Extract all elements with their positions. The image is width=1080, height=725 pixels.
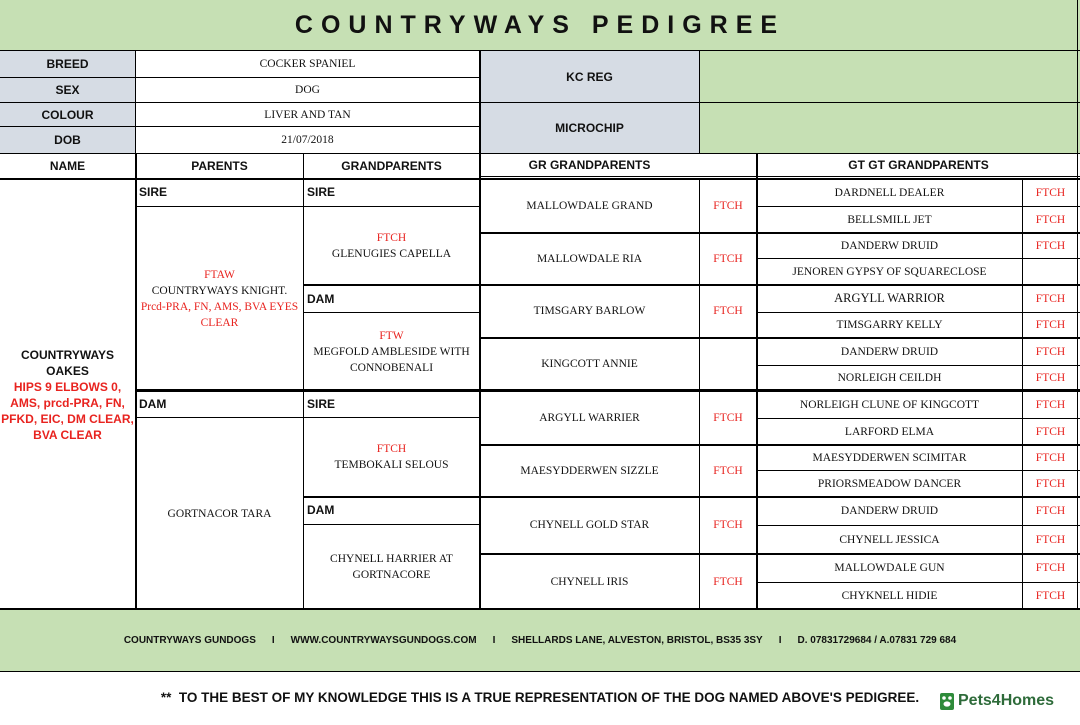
grid-line xyxy=(0,178,480,180)
gr-grandparent-name: CHYNELL IRIS xyxy=(550,575,629,588)
parent-dam-label: DAM xyxy=(139,397,167,411)
gt-gt-grandparent-name: NORLEIGH CEILDH xyxy=(837,372,942,384)
gt-gt-grandparent-name: CHYKNELL HIDIE xyxy=(841,590,938,602)
gt-gt-grandparent-name: DANDERW DRUID xyxy=(840,239,939,252)
grid-line xyxy=(304,312,480,313)
grid-line xyxy=(699,179,700,609)
gt-gt-grandparent-title: FTCH xyxy=(1035,292,1066,305)
grid-line xyxy=(0,77,480,78)
grandparent-name: GLENUGIES CAPELLA xyxy=(331,248,452,260)
header-grandparents: GRANDPARENTS xyxy=(341,159,442,173)
dog-name-line2: OAKES xyxy=(46,363,89,378)
grid-line xyxy=(757,418,1080,419)
gr-grandparent-title xyxy=(700,338,756,390)
grid-line xyxy=(0,671,1080,672)
gr-grandparent-name: KINGCOTT ANNIE xyxy=(541,358,638,370)
gt-gt-grandparent-name: LARFORD ELMA xyxy=(844,425,935,438)
grid-line xyxy=(0,102,1080,103)
grid-line xyxy=(757,312,1080,313)
gt-gt-grandparent-name: BELLSMILL JET xyxy=(847,213,932,226)
gt-gt-grandparent-name: MAESYDDERWEN SCIMITAR xyxy=(812,451,967,464)
grid-line xyxy=(757,470,1080,471)
gt-gt-grandparent-title: FTCH xyxy=(1035,319,1066,331)
gr-grandparent-title: FTCH xyxy=(713,411,743,424)
footer-separator: I xyxy=(492,635,496,646)
grid-line xyxy=(304,524,480,525)
gr-grandparent-title: FTCH xyxy=(713,305,743,317)
footer-kennel: COUNTRYWAYS GUNDOGS xyxy=(123,635,256,646)
sex-value: DOG xyxy=(295,84,320,96)
grid-line xyxy=(480,337,1080,339)
grid-line xyxy=(136,417,480,418)
microchip-value xyxy=(700,103,1080,153)
header-parents: PARENTS xyxy=(191,159,248,173)
dob-value: 21/07/2018 xyxy=(281,134,334,146)
gr-grandparent-title: FTCH xyxy=(713,200,743,212)
gt-gt-grandparent-name: ARGYLL WARRIOR xyxy=(834,291,945,305)
gr-grandparent-name: TIMSGARY BARLOW xyxy=(533,305,646,317)
header-name: NAME xyxy=(49,159,86,173)
gt-gt-grandparent-title: FTCH xyxy=(1035,372,1066,384)
gt-gt-grandparent-title: FTCH xyxy=(1035,187,1066,199)
grid-line xyxy=(479,51,481,609)
watermark-logo xyxy=(938,688,1054,714)
gp-dam-label-1: DAM xyxy=(307,292,335,306)
footer-address: SHELLARDS LANE, ALVESTON, BRISTOL, BS35 3SY xyxy=(511,635,763,646)
grid-line xyxy=(1022,179,1023,609)
grandparent-title: FTCH xyxy=(376,443,407,455)
parent-sire-title: FTAW xyxy=(204,268,235,281)
grandparent-name: MEGFOLD AMBLESIDE WITH CONNOBENALI xyxy=(313,345,470,374)
grandparent-4 xyxy=(304,525,479,609)
grandparent-2 xyxy=(304,313,479,390)
gt-gt-grandparent-title: FTCH xyxy=(1035,398,1066,411)
parent-sire xyxy=(136,207,303,390)
gt-gt-grandparent-title xyxy=(1023,259,1078,284)
gt-gt-grandparent-title: FTCH xyxy=(1035,590,1066,602)
gp-sire-label-1: SIRE xyxy=(307,185,336,199)
gp-sire-label-2: SIRE xyxy=(307,397,336,411)
breed-label: BREED xyxy=(46,57,89,71)
footer-separator: I xyxy=(778,635,782,646)
gt-gt-grandparent-name: CHYNELL JESSICA xyxy=(839,533,940,546)
gt-gt-grandparent-name: PRIORSMEADOW DANCER xyxy=(817,477,962,490)
gt-gt-grandparent-name: DANDERW DRUID xyxy=(840,505,939,517)
footer-info xyxy=(0,610,1080,671)
grid-line xyxy=(757,525,1080,526)
gt-gt-grandparent-title: FTCH xyxy=(1035,477,1066,490)
grid-line xyxy=(756,154,758,609)
grid-line xyxy=(757,582,1080,583)
colour-label: COLOUR xyxy=(41,108,94,122)
sex-label: SEX xyxy=(55,83,80,97)
grid-line xyxy=(757,258,1080,259)
footer-website[interactable]: WWW.COUNTRYWAYSGUNDOGS.COM xyxy=(290,635,477,646)
gt-gt-grandparent-title: FTCH xyxy=(1035,505,1066,517)
header-gr-grandparents: GR GRANDPARENTS xyxy=(528,158,651,172)
paw-icon xyxy=(938,690,956,712)
gt-gt-grandparent-title: FTCH xyxy=(1035,451,1066,464)
gr-grandparent-title: FTCH xyxy=(713,252,743,265)
grid-line xyxy=(480,444,1080,446)
kc-reg-value xyxy=(700,51,1080,102)
grandparent-name: TEMBOKALI SELOUS xyxy=(334,459,449,471)
gr-grandparent-title: FTCH xyxy=(713,519,743,531)
colour-value: LIVER AND TAN xyxy=(264,109,351,121)
gt-gt-grandparent-title: FTCH xyxy=(1035,345,1066,358)
gr-grandparent-name: MALLOWDALE RIA xyxy=(536,252,643,265)
grid-line xyxy=(304,496,1080,498)
dob-label: DOB xyxy=(54,133,81,147)
breed-value: COCKER SPANIEL xyxy=(259,58,356,70)
gt-gt-grandparent-title: FTCH xyxy=(1035,425,1066,438)
gt-gt-grandparent-name: DARDNELL DEALER xyxy=(834,187,945,199)
grid-line xyxy=(480,553,1080,555)
grandparent-1 xyxy=(304,207,479,285)
grid-line xyxy=(480,176,1080,177)
parent-sire-label: SIRE xyxy=(139,185,168,199)
gr-grandparent-name: MALLOWDALE GRAND xyxy=(526,200,653,212)
grid-line xyxy=(0,126,480,127)
gr-grandparent-name: MAESYDDERWEN SIZZLE xyxy=(520,464,659,477)
page-title: COUNTRYWAYS PEDIGREE xyxy=(294,10,786,39)
grid-line xyxy=(303,154,304,609)
parent-sire-health: Prcd-PRA, FN, AMS, BVA EYES CLEAR xyxy=(140,300,299,329)
dog-name-line1: COUNTRYWAYS xyxy=(20,347,115,362)
gr-grandparent-name: ARGYLL WARRIER xyxy=(539,411,640,424)
dog-health: HIPS 9 ELBOWS 0, AMS, prcd-PRA, FN, PFKD, EIC, DM CLEAR, BVA CLEAR xyxy=(1,379,134,442)
disclaimer: ** TO THE BEST OF MY KNOWLEDGE THIS IS A TRUE REPRESENTATION OF THE DOG NAMED ABOVE'S PEDIGREE. xyxy=(160,690,920,705)
parent-dam-name: GORTNACOR TARA xyxy=(167,507,272,520)
gt-gt-grandparent-name: DANDERW DRUID xyxy=(840,345,939,358)
grid-line xyxy=(480,232,1080,234)
kc-reg-label: KC REG xyxy=(566,69,613,84)
grid-line xyxy=(757,365,1080,366)
grid-line xyxy=(136,206,480,207)
grandparent-title: FTW xyxy=(379,329,404,342)
gr-grandparent-title: FTCH xyxy=(713,464,743,477)
grandparent-title: FTCH xyxy=(376,232,407,244)
dog-entry xyxy=(0,180,135,609)
grid-line xyxy=(136,389,1080,392)
gt-gt-grandparent-title: FTCH xyxy=(1035,562,1066,574)
gt-gt-grandparent-name: JENOREN GYPSY OF SQUARECLOSE xyxy=(792,265,987,278)
grandparent-name: CHYNELL HARRIER AT GORTNACORE xyxy=(330,553,453,581)
parent-sire-name: COUNTRYWAYS KNIGHT. xyxy=(151,284,288,297)
grid-line xyxy=(135,51,136,154)
grid-line xyxy=(135,154,137,609)
grid-line xyxy=(480,178,1080,180)
grid-line xyxy=(699,51,700,154)
footer-phone: D. 07831729684 / A.07831 729 684 xyxy=(797,635,957,646)
watermark-text: Pets4Homes xyxy=(958,692,1055,709)
gt-gt-grandparent-title: FTCH xyxy=(1035,533,1066,546)
gt-gt-grandparent-name: NORLEIGH CLUNE OF KINGCOTT xyxy=(799,398,980,411)
gt-gt-grandparent-title: FTCH xyxy=(1035,239,1066,252)
microchip-label: MICROCHIP xyxy=(555,121,624,135)
gt-gt-grandparent-name: MALLOWDALE GUN xyxy=(834,562,945,574)
grid-line xyxy=(1077,0,1078,672)
gt-gt-grandparent-name: TIMSGARRY KELLY xyxy=(836,319,943,331)
grid-line xyxy=(0,153,1080,154)
gr-grandparent-name: CHYNELL GOLD STAR xyxy=(529,519,650,531)
header-gt-gt-grandparents: GT GT GRANDPARENTS xyxy=(848,158,989,172)
footer-separator: I xyxy=(271,635,275,646)
gt-gt-grandparent-title: FTCH xyxy=(1035,213,1066,226)
grid-line xyxy=(0,50,1080,51)
grid-line xyxy=(304,284,1080,286)
grandparent-3 xyxy=(304,418,479,496)
gr-grandparent-title: FTCH xyxy=(713,575,743,588)
grid-line xyxy=(757,206,1080,207)
gp-dam-label-2: DAM xyxy=(307,503,335,517)
